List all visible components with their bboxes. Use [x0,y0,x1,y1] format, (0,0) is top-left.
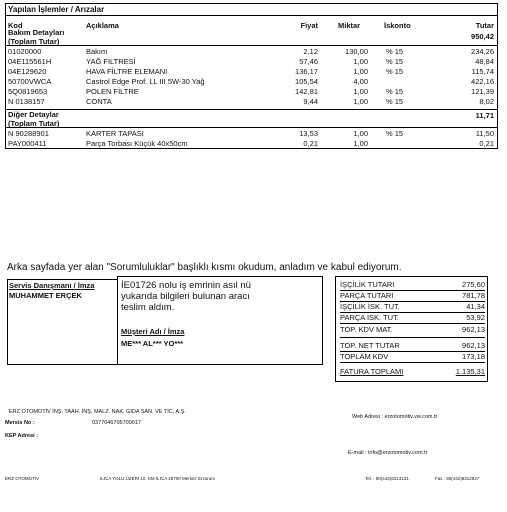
item-desc: POLEN FİLTRE [86,87,139,96]
item-price: 13,53 [299,129,318,138]
divider [6,45,497,46]
other-sublabel: (Toplam Tutar) [8,119,60,128]
maintenance-sublabel: (Toplam Tutar) [8,37,60,46]
item-price: 2,12 [303,47,318,56]
item-code: PAY000411 [8,139,47,148]
item-total: 422,16 [471,77,494,86]
item-qty: 1,00 [353,57,368,66]
operations-title: Yapılan İşlemler / Arızalar [8,5,105,14]
email-address: E-mail : info@erzotomotiv.com.tr [348,450,428,456]
item-code: 01020000 [8,47,42,56]
advisor-box [7,279,135,365]
item-total: 48,84 [475,57,494,66]
advisor-name: MUHAMMET ERÇEK [9,291,82,300]
item-total: 234,26 [471,47,494,56]
item-total: 0,21 [479,139,494,148]
header-price: Fiyat [300,21,318,30]
divider [6,127,497,128]
item-total: 115,74 [471,67,494,76]
item-qty: 1,00 [353,97,368,106]
mersis-value: 0377046705700017 [92,420,141,426]
item-disc: % 15 [386,47,404,56]
kep-label: KEP Adresi : [5,433,39,439]
item-desc: Bakım [86,47,108,56]
item-qty: 1,00 [353,87,368,96]
item-qty: 130,00 [345,47,368,56]
customer-box [117,276,323,365]
summary-vat-base: TOP. KDV MAT. 962,13 [340,325,485,334]
item-total: 8,02 [479,97,494,106]
summary-invoice-total: FATURA TOPLAMI 1.135,31 [340,367,485,376]
item-desc: CONTA [86,97,112,106]
item-qty: 1,00 [353,67,368,76]
header-quantity: Miktar [338,21,361,30]
item-code: 50700VWCA [8,77,52,86]
summary-net-total: TOP. NET TUTAR 962,13 [340,341,485,350]
summary-vat-total: TOPLAM KDV 173,18 [340,352,485,361]
item-desc: YAĞ FİLTRESİ [86,57,136,66]
summary-parts-total: PARÇA TUTARI 781,78 [340,291,485,300]
operations-table [5,3,498,149]
item-total: 121,39 [471,87,494,96]
item-desc: Parça Torbası Küçük 40x50cm [86,139,188,148]
item-desc: HAVA FİLTRE ELEMANI [86,67,168,76]
item-code: N 0138157 [8,97,45,106]
header-description: Açıklama [86,21,119,30]
item-price: 142,81 [295,87,318,96]
footer-address: ILICA YOLU ÜZERİ 10. KM ILICA 25700 Merkez Erzurum [100,476,215,481]
item-code: 5Q0819653 [8,87,48,96]
item-desc: Castrol Edge Prof. LL III 5W-30 Yağ [86,77,205,86]
item-qty: 1,00 [353,129,368,138]
item-disc: % 15 [386,57,404,66]
customer-name: ME*** AL*** YO*** [121,339,184,348]
statement-text: Arka sayfada yer alan "Sorumluluklar" başlıklı kısmı okudum, anladım ve kabul ediyorum. [7,262,402,273]
maintenance-label: Bakım Detayları [8,28,65,37]
mersis-label: Mersis No : [5,420,35,426]
header-code: Kod [8,21,23,30]
item-price: 57,46 [299,57,318,66]
item-disc: % 15 [386,129,404,138]
other-label: Diğer Detaylar [8,110,59,119]
header-discount: İskonto [384,21,411,30]
divider [6,109,497,110]
divider [6,15,497,16]
customer-text-3: teslim aldım. [121,302,175,313]
other-total: 11,71 [475,111,494,120]
item-qty: 1,00 [353,139,368,148]
item-disc: % 15 [386,97,404,106]
advisor-label: Servis Danışmanı / İmza [9,281,95,290]
customer-text-2: yukarıda bilgileri bulunan aracı [121,291,250,302]
summary-box [335,276,488,382]
item-qty: 4,00 [353,77,368,86]
summary-parts-discount: PARÇA İSK. TUT. 53,92 [340,313,485,322]
item-disc: % 15 [386,67,404,76]
item-price: 136,17 [295,67,318,76]
item-disc: % 15 [386,87,404,96]
footer-company: ERZ OTOMOTİV [5,476,40,481]
customer-label: Müşteri Adı / İmza [121,327,185,336]
summary-labor-discount: İŞÇİLİK İSK. TUT. 41,34 [340,302,485,311]
header-total: Tutar [475,21,494,30]
item-desc: KARTER TAPASI [86,129,144,138]
item-total: 11,50 [475,129,494,138]
web-address: Web Adresi : erzotomotiv.vw.com.tr [352,414,438,420]
divider [340,323,485,324]
footer-phone: Tel. : 90(442)6313131 [365,476,409,481]
footer-fax: Fax : 90(442)6312847 [435,476,480,481]
summary-labor-total: İŞÇİLİK TUTARI 275,60 [340,280,485,289]
item-price: 9,44 [303,97,318,106]
item-code: 04E129620 [8,67,47,76]
company-name: ERZ OTOMOTİV İNŞ. TAAH. İNŞ. MALZ. NAK. GIDA SAN. VE TİC. A.Ş. [9,409,186,415]
item-price: 105,54 [295,77,318,86]
customer-text-1: İE01726 nolu iş emrinin asıl nü [121,280,251,291]
item-code: 04E115561H [8,57,52,66]
item-price: 0,21 [303,139,318,148]
divider [340,362,485,363]
divider [340,337,485,338]
item-code: N 90288901 [8,129,49,138]
maintenance-total: 950,42 [471,32,494,41]
